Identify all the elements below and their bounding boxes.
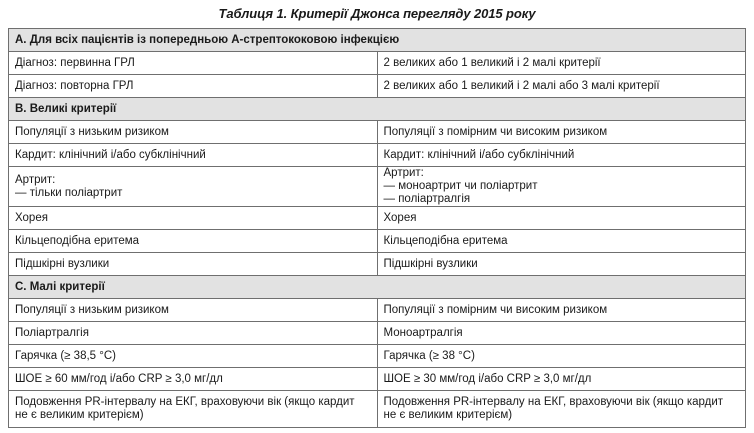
section-c-header-row [9, 276, 746, 299]
table-row [9, 345, 746, 368]
cell-line: — моноартрит чи поліартрит [383, 180, 538, 192]
cell-right: 2 великих або 1 великий і 2 малі або 3 малі критерії [377, 75, 746, 98]
cell-left: Гарячка (≥ 38,5 °С) [9, 345, 378, 368]
cell-left: Діагноз: первинна ГРЛ [9, 52, 378, 75]
table-row [9, 391, 746, 428]
jones-criteria-table [8, 28, 746, 428]
section-b-header-row [9, 98, 746, 121]
table-row [9, 167, 746, 207]
cell-right: Хорея [377, 207, 746, 230]
cell-right: Популяції з помірним чи високим ризиком [377, 299, 746, 322]
section-c-heading: С. Малі критерії [9, 276, 746, 299]
section-b-heading: В. Великі критерії [9, 98, 746, 121]
table-row [9, 322, 746, 345]
cell-line: Подовження PR-інтервалу на ЕКГ, враховуючи вік (якщо кардит [383, 396, 724, 408]
table-row [9, 207, 746, 230]
cell-left: Популяції з низьким ризиком [9, 121, 378, 144]
cell-line: Подовження PR-інтервалу на ЕКГ, враховуючи вік (якщо кардит [15, 396, 355, 408]
table-row [9, 144, 746, 167]
cell-line: Артрит: [383, 167, 424, 179]
cell-line: — тільки поліартрит [15, 186, 123, 199]
cell-right: 2 великих або 1 великий і 2 малі критерії [377, 52, 746, 75]
table-caption: Таблиця 1. Критерії Джонса перегляду 2015 року [218, 6, 536, 21]
cell-right: Кільцеподібна еритема [377, 230, 746, 253]
table-row [9, 253, 746, 276]
table-row [9, 368, 746, 391]
cell-right: Моноартралгія [377, 322, 746, 345]
table-row [9, 230, 746, 253]
cell-right: Кардит: клінічний і/або субклінічний [377, 144, 746, 167]
table-row [9, 75, 746, 98]
section-a-header-row [9, 29, 746, 52]
cell-right [377, 167, 746, 207]
cell-right: Популяції з помірним чи високим ризиком [377, 121, 746, 144]
cell-left: Хорея [9, 207, 378, 230]
cell-right: Підшкірні вузлики [377, 253, 746, 276]
cell-right [377, 391, 746, 428]
cell-line: Артрит: [15, 173, 56, 186]
cell-left: Кільцеподібна еритема [9, 230, 378, 253]
cell-right: ШОЕ ≥ 30 мм/год і/або CRP ≥ 3,0 мг/дл [377, 368, 746, 391]
cell-right: Гарячка (≥ 38 °С) [377, 345, 746, 368]
table-row [9, 299, 746, 322]
cell-line: — поліартралгія [383, 193, 471, 205]
cell-left [9, 167, 378, 207]
table-row [9, 52, 746, 75]
cell-left: Кардит: клінічний і/або субклінічний [9, 144, 378, 167]
cell-left: Поліартралгія [9, 322, 378, 345]
cell-left: Популяції з низьким ризиком [9, 299, 378, 322]
cell-left [9, 391, 378, 428]
table-row [9, 121, 746, 144]
cell-line: не є великим критерієм) [383, 409, 513, 421]
section-a-heading: А. Для всіх пацієнтів із попередньою А-стрептококовою інфекцією [9, 29, 746, 52]
cell-left: Діагноз: повторна ГРЛ [9, 75, 378, 98]
cell-line: не є великим критерієм) [15, 409, 144, 421]
cell-left: ШОЕ ≥ 60 мм/год і/або CRP ≥ 3,0 мг/дл [9, 368, 378, 391]
cell-left: Підшкірні вузлики [9, 253, 378, 276]
